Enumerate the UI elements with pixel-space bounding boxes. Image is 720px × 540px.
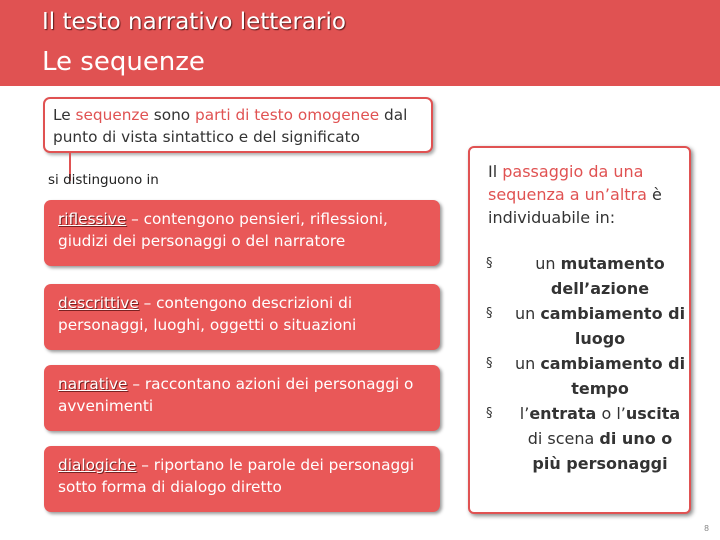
intro-text-3: dal punto di vista sintattico e del significato — [53, 106, 408, 146]
category-descrittive — [44, 284, 440, 350]
list-item: § l’entrata o l’uscita di scena di uno o più personaggi — [486, 401, 686, 476]
intro-text-1: Le — [53, 106, 76, 124]
intro-keyword-parti: parti di testo omogenee — [194, 106, 380, 124]
category-term: riflessive — [58, 210, 127, 228]
bullet-icon: § — [486, 356, 493, 371]
intro-box — [43, 97, 433, 153]
category-description: – raccontano azioni dei personaggi o avvenimenti — [58, 375, 414, 415]
title-bar — [0, 0, 720, 86]
bullet-icon: § — [486, 256, 493, 271]
list-item: § un cambiamento di luogo — [486, 301, 686, 351]
category-description: – contengono pensieri, riflessioni, giudizi dei personaggi o del narratore — [58, 210, 388, 250]
category-dialogiche — [44, 446, 440, 512]
bullet-icon: § — [486, 406, 493, 421]
transition-text-1: Il — [488, 162, 503, 181]
transition-keyword: passaggio da una sequenza a un’altra — [488, 162, 647, 204]
branch-label: si distinguono in — [48, 172, 159, 188]
transition-text-2: è individuabile in: — [488, 185, 662, 227]
list-item: § un mutamento dell’azione — [486, 251, 686, 301]
slide-subtitle: Le sequenze — [42, 47, 205, 77]
intro-keyword-sequenze: sequenze — [75, 106, 149, 124]
transition-intro — [488, 160, 688, 229]
category-riflessive — [44, 200, 440, 266]
slide-title: Il testo narrativo letterario — [42, 9, 346, 35]
category-narrative — [44, 365, 440, 431]
intro-text-2: sono — [148, 106, 195, 124]
page-number: 8 — [704, 524, 710, 533]
transition-list — [486, 251, 686, 476]
category-term: descrittive — [58, 294, 139, 312]
category-description: – contengono descrizioni di personaggi, luoghi, oggetti o situazioni — [58, 294, 357, 334]
list-item: § un cambiamento di tempo — [486, 351, 686, 401]
category-term: narrative — [58, 375, 128, 393]
category-description: – riportano le parole dei personaggi sotto forma di dialogo diretto — [58, 456, 415, 496]
category-term: dialogiche — [58, 456, 137, 474]
bullet-icon: § — [486, 306, 493, 321]
